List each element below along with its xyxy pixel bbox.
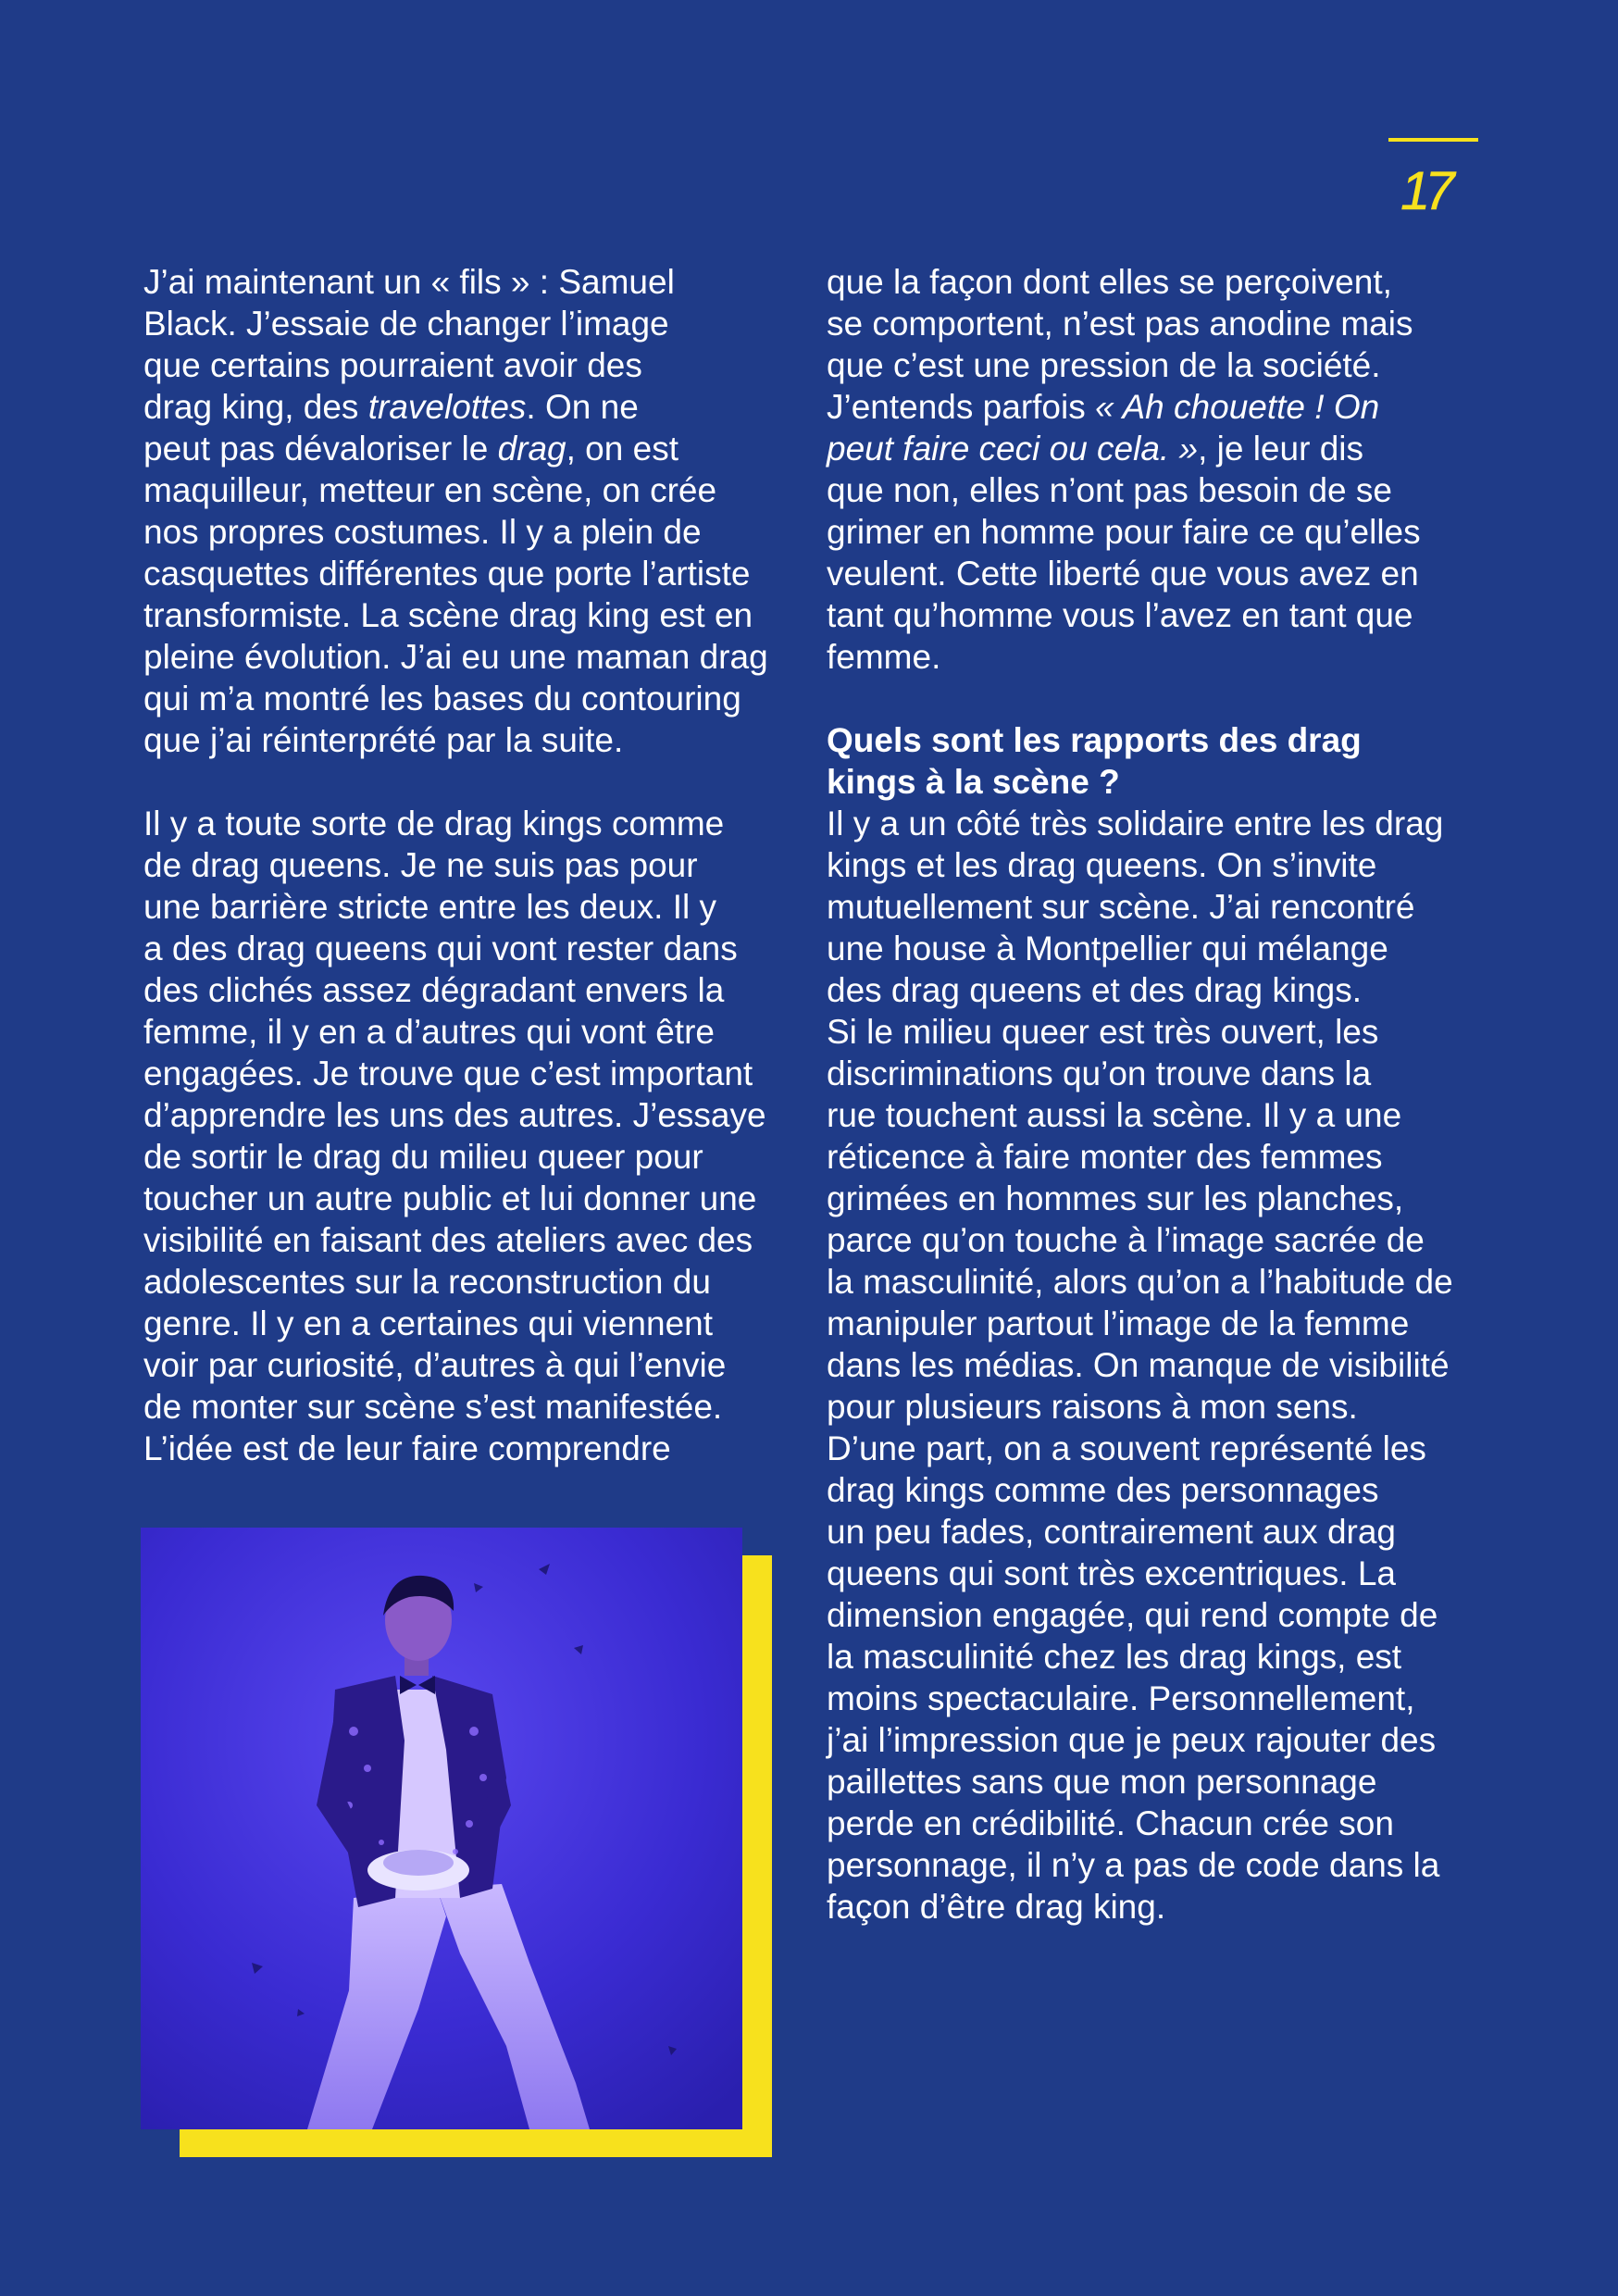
text-line xyxy=(143,1428,791,1469)
text-line xyxy=(827,386,1475,428)
text-run: mutuellement sur scène. J’ai rencontré xyxy=(827,888,1415,926)
right-column xyxy=(827,261,1475,1928)
text-run: Il y a toute sorte de drag kings comme xyxy=(143,805,725,842)
page-number-rule xyxy=(1388,138,1478,142)
text-run: adolescentes sur la reconstruction du xyxy=(143,1263,711,1301)
text-line xyxy=(827,1303,1475,1344)
text-line xyxy=(143,261,791,303)
text-run: nos propres costumes. Il y a plein de xyxy=(143,513,702,551)
text-run: Black. J’essaie de changer l’image xyxy=(143,305,669,343)
text-run: j’ai l’impression que je peux rajouter des xyxy=(827,1721,1437,1759)
text-run: rue touchent aussi la scène. Il y a une xyxy=(827,1096,1402,1134)
text-run: qui m’a montré les bases du contouring xyxy=(143,680,741,718)
text-run: réticence à faire monter des femmes xyxy=(827,1138,1383,1176)
italic-run: drag xyxy=(497,430,566,468)
text-line xyxy=(827,303,1475,344)
text-run: la masculinité chez les drag kings, est xyxy=(827,1638,1402,1676)
heading-line: kings à la scène ? xyxy=(827,763,1120,801)
text-line xyxy=(827,886,1475,928)
text-line xyxy=(827,1053,1475,1094)
text-line xyxy=(827,428,1475,469)
text-line xyxy=(827,1553,1475,1594)
text-line xyxy=(143,386,791,428)
text-line xyxy=(143,1261,791,1303)
page-number xyxy=(1393,154,1475,224)
text-run: J’entends parfois xyxy=(827,388,1096,426)
text-run: genre. Il y en a certaines qui viennent xyxy=(143,1304,713,1342)
text-line xyxy=(827,1761,1475,1803)
section-heading xyxy=(827,719,1475,803)
text-run: dimension engagée, qui rend compte de xyxy=(827,1596,1438,1634)
text-run: perde en crédibilité. Chacun crée son xyxy=(827,1804,1394,1842)
text-run: L’idée est de leur faire comprendre xyxy=(143,1429,671,1467)
text-run: queens qui sont très excentriques. La xyxy=(827,1554,1396,1592)
text-line xyxy=(827,1511,1475,1553)
text-run: de sortir le drag du milieu queer pour xyxy=(143,1138,703,1176)
text-line xyxy=(827,511,1475,553)
text-run: des clichés assez dégradant envers la xyxy=(143,971,725,1009)
text-run: transformiste. La scène drag king est en xyxy=(143,596,753,634)
text-line xyxy=(143,511,791,553)
text-run: J’ai maintenant un « fils » : Samuel xyxy=(143,263,675,301)
text-run: , on est xyxy=(566,430,678,468)
text-run: tant qu’homme vous l’avez en tant que xyxy=(827,596,1413,634)
text-run: discriminations qu’on trouve dans la xyxy=(827,1054,1372,1092)
italic-run: travelottes xyxy=(367,388,527,426)
text-line xyxy=(143,1386,791,1428)
text-run: Si le milieu queer est très ouvert, les xyxy=(827,1013,1379,1051)
text-run: a des drag queens qui vont rester dans xyxy=(143,930,738,967)
text-run: peut pas dévaloriser le xyxy=(143,430,498,468)
text-run: drag kings comme des personnages xyxy=(827,1471,1379,1509)
text-line xyxy=(827,344,1475,386)
text-line xyxy=(827,1178,1475,1219)
text-line xyxy=(827,594,1475,636)
text-line xyxy=(827,1594,1475,1636)
text-run: toucher un autre public et lui donner une xyxy=(143,1179,757,1217)
text-line xyxy=(827,1094,1475,1136)
text-line xyxy=(143,719,791,761)
text-run: parce qu’on touche à l’image sacrée de xyxy=(827,1221,1425,1259)
text-line xyxy=(143,928,791,969)
text-line xyxy=(827,1719,1475,1761)
text-line xyxy=(827,1678,1475,1719)
text-run: D’une part, on a souvent représenté les xyxy=(827,1429,1426,1467)
text-run: personnage, il n’y a pas de code dans la xyxy=(827,1846,1440,1884)
text-run: que j’ai réinterprété par la suite. xyxy=(143,721,624,759)
text-line xyxy=(827,1386,1475,1428)
text-line xyxy=(143,428,791,469)
text-line xyxy=(143,1303,791,1344)
text-run: drag king, des xyxy=(143,388,368,426)
text-line xyxy=(143,886,791,928)
text-line xyxy=(827,1428,1475,1469)
text-line xyxy=(143,344,791,386)
text-run: maquilleur, metteur en scène, on crée xyxy=(143,471,717,509)
text-line xyxy=(827,636,1475,678)
text-line xyxy=(827,844,1475,886)
text-line xyxy=(143,1094,791,1136)
left-paragraph-2 xyxy=(143,803,791,1469)
text-line xyxy=(143,594,791,636)
text-line xyxy=(143,636,791,678)
text-line xyxy=(143,1136,791,1178)
text-run: que certains pourraient avoir des xyxy=(143,346,642,384)
text-line xyxy=(143,1053,791,1094)
text-line xyxy=(143,844,791,886)
text-run: que non, elles n’ont pas besoin de se xyxy=(827,471,1392,509)
text-line xyxy=(143,1219,791,1261)
text-run: pour plusieurs raisons à mon sens. xyxy=(827,1388,1358,1426)
performer-illustration xyxy=(141,1528,742,2129)
text-line xyxy=(827,469,1475,511)
text-run: femme, il y en a d’autres qui vont être xyxy=(143,1013,715,1051)
performer-photo xyxy=(141,1528,742,2129)
text-line xyxy=(143,1178,791,1219)
text-line xyxy=(143,303,791,344)
text-run: une house à Montpellier qui mélange xyxy=(827,930,1388,967)
text-line xyxy=(827,1886,1475,1928)
text-line xyxy=(827,969,1475,1011)
text-run: voir par curiosité, d’autres à qui l’envie xyxy=(143,1346,727,1384)
text-run: une barrière stricte entre les deux. Il y xyxy=(143,888,717,926)
text-run: façon d’être drag king. xyxy=(827,1888,1166,1926)
text-run: manipuler partout l’image de la femme xyxy=(827,1304,1410,1342)
text-line xyxy=(143,803,791,844)
text-run: engagées. Je trouve que c’est important xyxy=(143,1054,753,1092)
text-line xyxy=(827,1469,1475,1511)
text-line xyxy=(827,1636,1475,1678)
text-run: paillettes sans que mon personnage xyxy=(827,1763,1377,1801)
text-run: femme. xyxy=(827,638,941,676)
text-run: veulent. Cette liberté que vous avez en xyxy=(827,555,1419,593)
text-run: la masculinité, alors qu’on a l’habitude de xyxy=(827,1263,1453,1301)
text-run: , je leur dis xyxy=(1198,430,1363,468)
text-run: des drag queens et des drag kings. xyxy=(827,971,1362,1009)
left-paragraph-1 xyxy=(143,261,791,761)
text-run: visibilité en faisant des ateliers avec des xyxy=(143,1221,753,1259)
italic-run: peut faire ceci ou cela. » xyxy=(827,430,1199,468)
text-line xyxy=(143,553,791,594)
text-line xyxy=(143,469,791,511)
text-line xyxy=(827,261,1475,303)
text-line xyxy=(143,1344,791,1386)
text-run: grimées en hommes sur les planches, xyxy=(827,1179,1404,1217)
text-run: grimer en homme pour faire ce qu’elles xyxy=(827,513,1421,551)
paragraph-spacer xyxy=(827,678,1475,719)
italic-run: « Ah chouette ! On xyxy=(1095,388,1380,426)
paragraph-spacer xyxy=(143,761,791,803)
text-line xyxy=(827,553,1475,594)
text-line xyxy=(143,678,791,719)
text-run: de monter sur scène s’est manifestée. xyxy=(143,1388,723,1426)
text-line xyxy=(827,1261,1475,1303)
text-line xyxy=(143,969,791,1011)
text-line xyxy=(143,1011,791,1053)
text-line xyxy=(827,1011,1475,1053)
heading-line: Quels sont les rapports des drag xyxy=(827,721,1362,759)
text-run: d’apprendre les uns des autres. J’essaye xyxy=(143,1096,766,1134)
text-line xyxy=(827,803,1475,844)
text-line xyxy=(827,1344,1475,1386)
text-run: un peu fades, contrairement aux drag xyxy=(827,1513,1396,1551)
page-number-text: 17 xyxy=(1400,161,1450,221)
text-run: que la façon dont elles se perçoivent, xyxy=(827,263,1392,301)
text-run: kings et les drag queens. On s’invite xyxy=(827,846,1377,884)
text-run: casquettes différentes que porte l’artiste xyxy=(143,555,751,593)
left-column xyxy=(143,261,791,1469)
right-paragraph-2 xyxy=(827,803,1475,1928)
text-run: Il y a un côté très solidaire entre les drag xyxy=(827,805,1444,842)
text-run: moins spectaculaire. Personnellement, xyxy=(827,1679,1415,1717)
text-line xyxy=(827,928,1475,969)
text-run: dans les médias. On manque de visibilité xyxy=(827,1346,1450,1384)
text-line xyxy=(827,1136,1475,1178)
text-line xyxy=(827,1803,1475,1844)
right-paragraph-1 xyxy=(827,261,1475,678)
text-run: . On ne xyxy=(526,388,639,426)
text-line xyxy=(827,1844,1475,1886)
text-run: que c’est une pression de la société. xyxy=(827,346,1381,384)
text-run: de drag queens. Je ne suis pas pour xyxy=(143,846,698,884)
text-run: pleine évolution. J’ai eu une maman drag xyxy=(143,638,768,676)
text-line xyxy=(827,1219,1475,1261)
text-run: se comportent, n’est pas anodine mais xyxy=(827,305,1413,343)
